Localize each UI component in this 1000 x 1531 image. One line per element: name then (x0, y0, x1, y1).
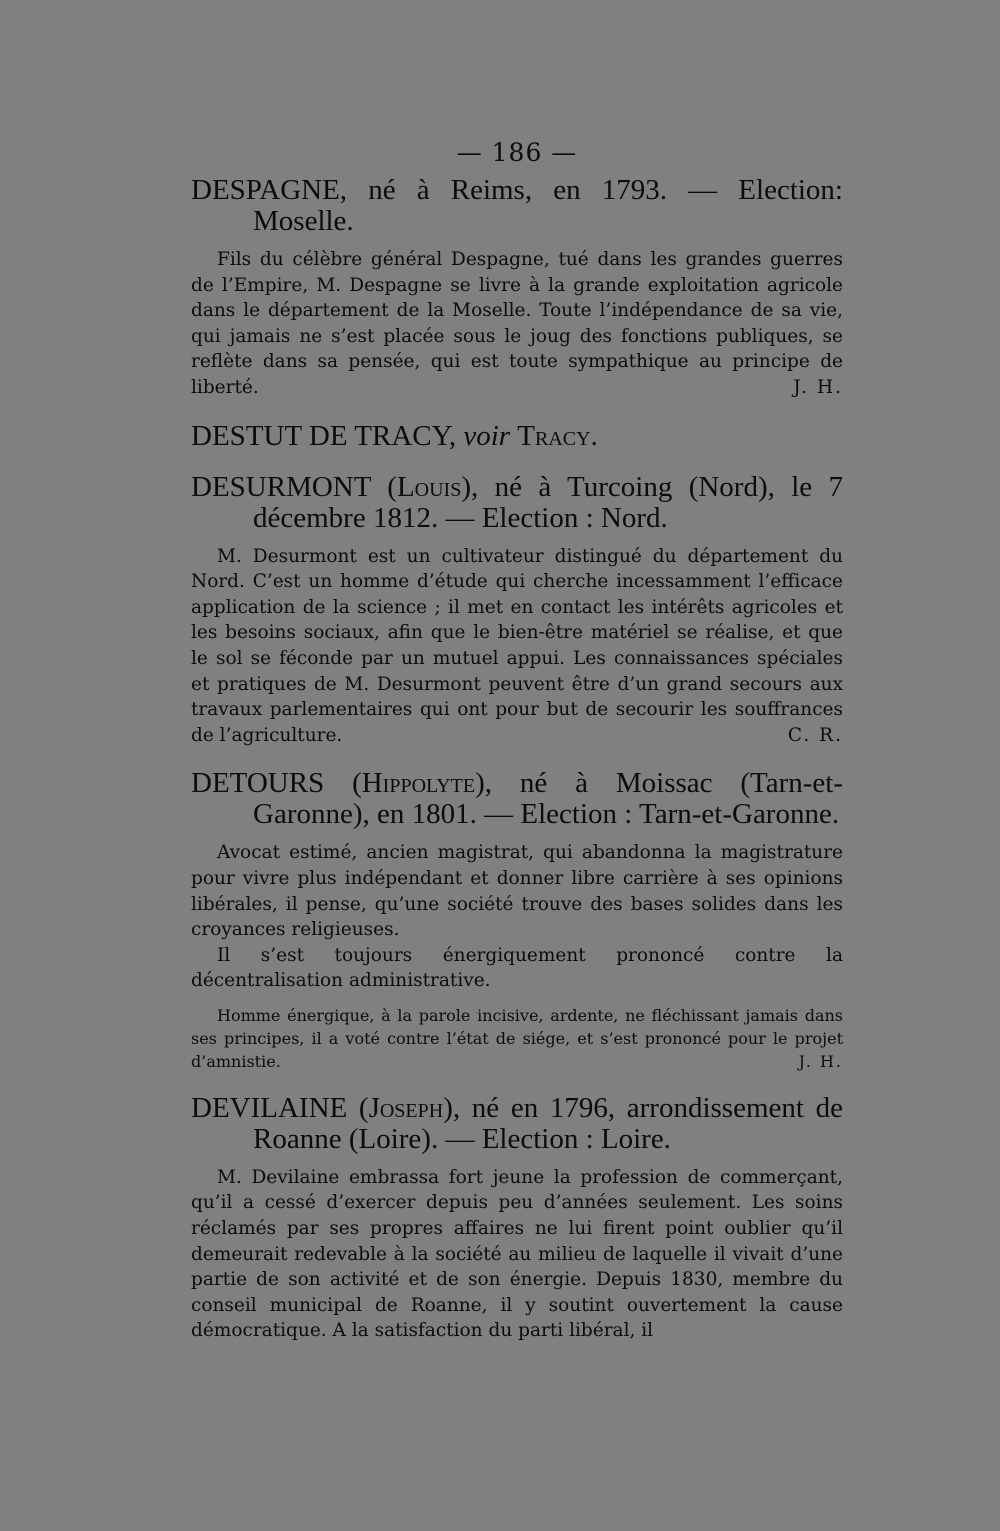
entry-heading (191, 768, 843, 830)
entry-signature: J. H. (793, 376, 843, 398)
entry-despagne (191, 175, 843, 401)
entry-heading (191, 421, 843, 452)
entry-signature: J. H. (798, 1051, 843, 1071)
book-page (191, 138, 843, 1344)
entry-surname: DEVILAINE (191, 1091, 348, 1124)
entry-destut-de-tracy (191, 421, 843, 452)
entry-paragraph: Avocat estimé, ancien magistrat, qui abandonna la magistrature pour vivre plus indépendant et donner libre carrière à ses opinions libérales, il pense, qu’une société trouve des bases solides dans les croyances religieuses. (191, 842, 843, 941)
entry-surname: DESURMONT (191, 470, 371, 503)
page-number: — 186 — (456, 138, 578, 167)
entry-paragraph: M. Devilaine embrassa fort jeune la profession de commerçant, qu’il a cessé d’exercer depuis peu d’années seulement. Les soins réclamés par ses propres affaires ne lui firent point oublier qu’il demeurait redevable à la société au milieu de laquelle il vivait d’une partie de son activité et de son énergie. Depuis 1830, membre du conseil municipal de Roanne, il y soutint ouvertement la cause démocratique. A la satisfaction du parti libéral, il (191, 1166, 843, 1342)
entry-given-name: (Louis), (387, 470, 479, 503)
entry-desurmont (191, 472, 843, 749)
entry-heading-rest: né en 1796, arrondissement de Roanne (Loire). — Election : Loire. (253, 1091, 843, 1155)
entry-devilaine (191, 1093, 843, 1344)
entry-heading (191, 472, 843, 534)
entry-paragraph: M. Desurmont est un cultivateur distingué du département du Nord. C’est un homme d’étude qui cherche incessamment l’efficace application de la science ; il met en contact les intérêts agricoles et les besoins sociaux, afin que le bien-être matériel se réalise, et que le sol se féconde par un mutuel appui. Les connaissances spéciales et pratiques de M. Desurmont peuvent être d’un grand secours aux travaux parlementaires qui ont pour but de secourir les souffrances de l’agriculture. C. R. (191, 544, 843, 749)
entry-paragraph: Fils du célèbre général Despagne, tué dans les grandes guerres de l’Empire, M. Despagne se livre à la grande exploitation agricole dans le département de la Moselle. Toute l’indépendance de sa vie, qui jamais ne s’est placée sous le joug des fonctions publiques, se reflète dans sa pensée, qui est toute sympathique au principe de liberté. J. H. (191, 247, 843, 401)
entry-given-name: (Joseph), (358, 1091, 461, 1124)
entry-given-name: (Hippolyte), (352, 767, 493, 800)
entry-heading (191, 175, 843, 237)
cross-reference-target: Tracy. (517, 419, 598, 452)
entry-paragraph-small: Homme énergique, à la parole incisive, ardente, ne fléchissant jamais dans ses principes, il a voté contre l’état de siége, et s’est prononcé pour le projet d’amnistie. J. H. (191, 1005, 843, 1071)
entry-surname: DETOURS (191, 767, 325, 800)
entry-detours (191, 768, 843, 1073)
entry-heading-rest: né à Moissac (Tarn-et-Garonne), en 1801. — Election : Tarn-et-Garonne. (253, 767, 843, 831)
entry-surname: DESPAGNE, (191, 174, 348, 206)
entry-paragraph: Il s’est toujours énergiquement prononcé contre la décentralisation administrative. (191, 944, 843, 992)
entry-surname: DESTUT DE TRACY, (191, 419, 457, 452)
entry-heading-rest: né à Turcoing (Nord), le 7 décembre 1812. — Election : Nord. (253, 470, 843, 534)
entry-signature: C. R. (787, 724, 843, 746)
entry-heading-rest: né à Reims, en 1793. — Election: Moselle. (253, 174, 843, 237)
entry-heading (191, 1093, 843, 1155)
cross-reference-voir: voir (463, 419, 511, 452)
